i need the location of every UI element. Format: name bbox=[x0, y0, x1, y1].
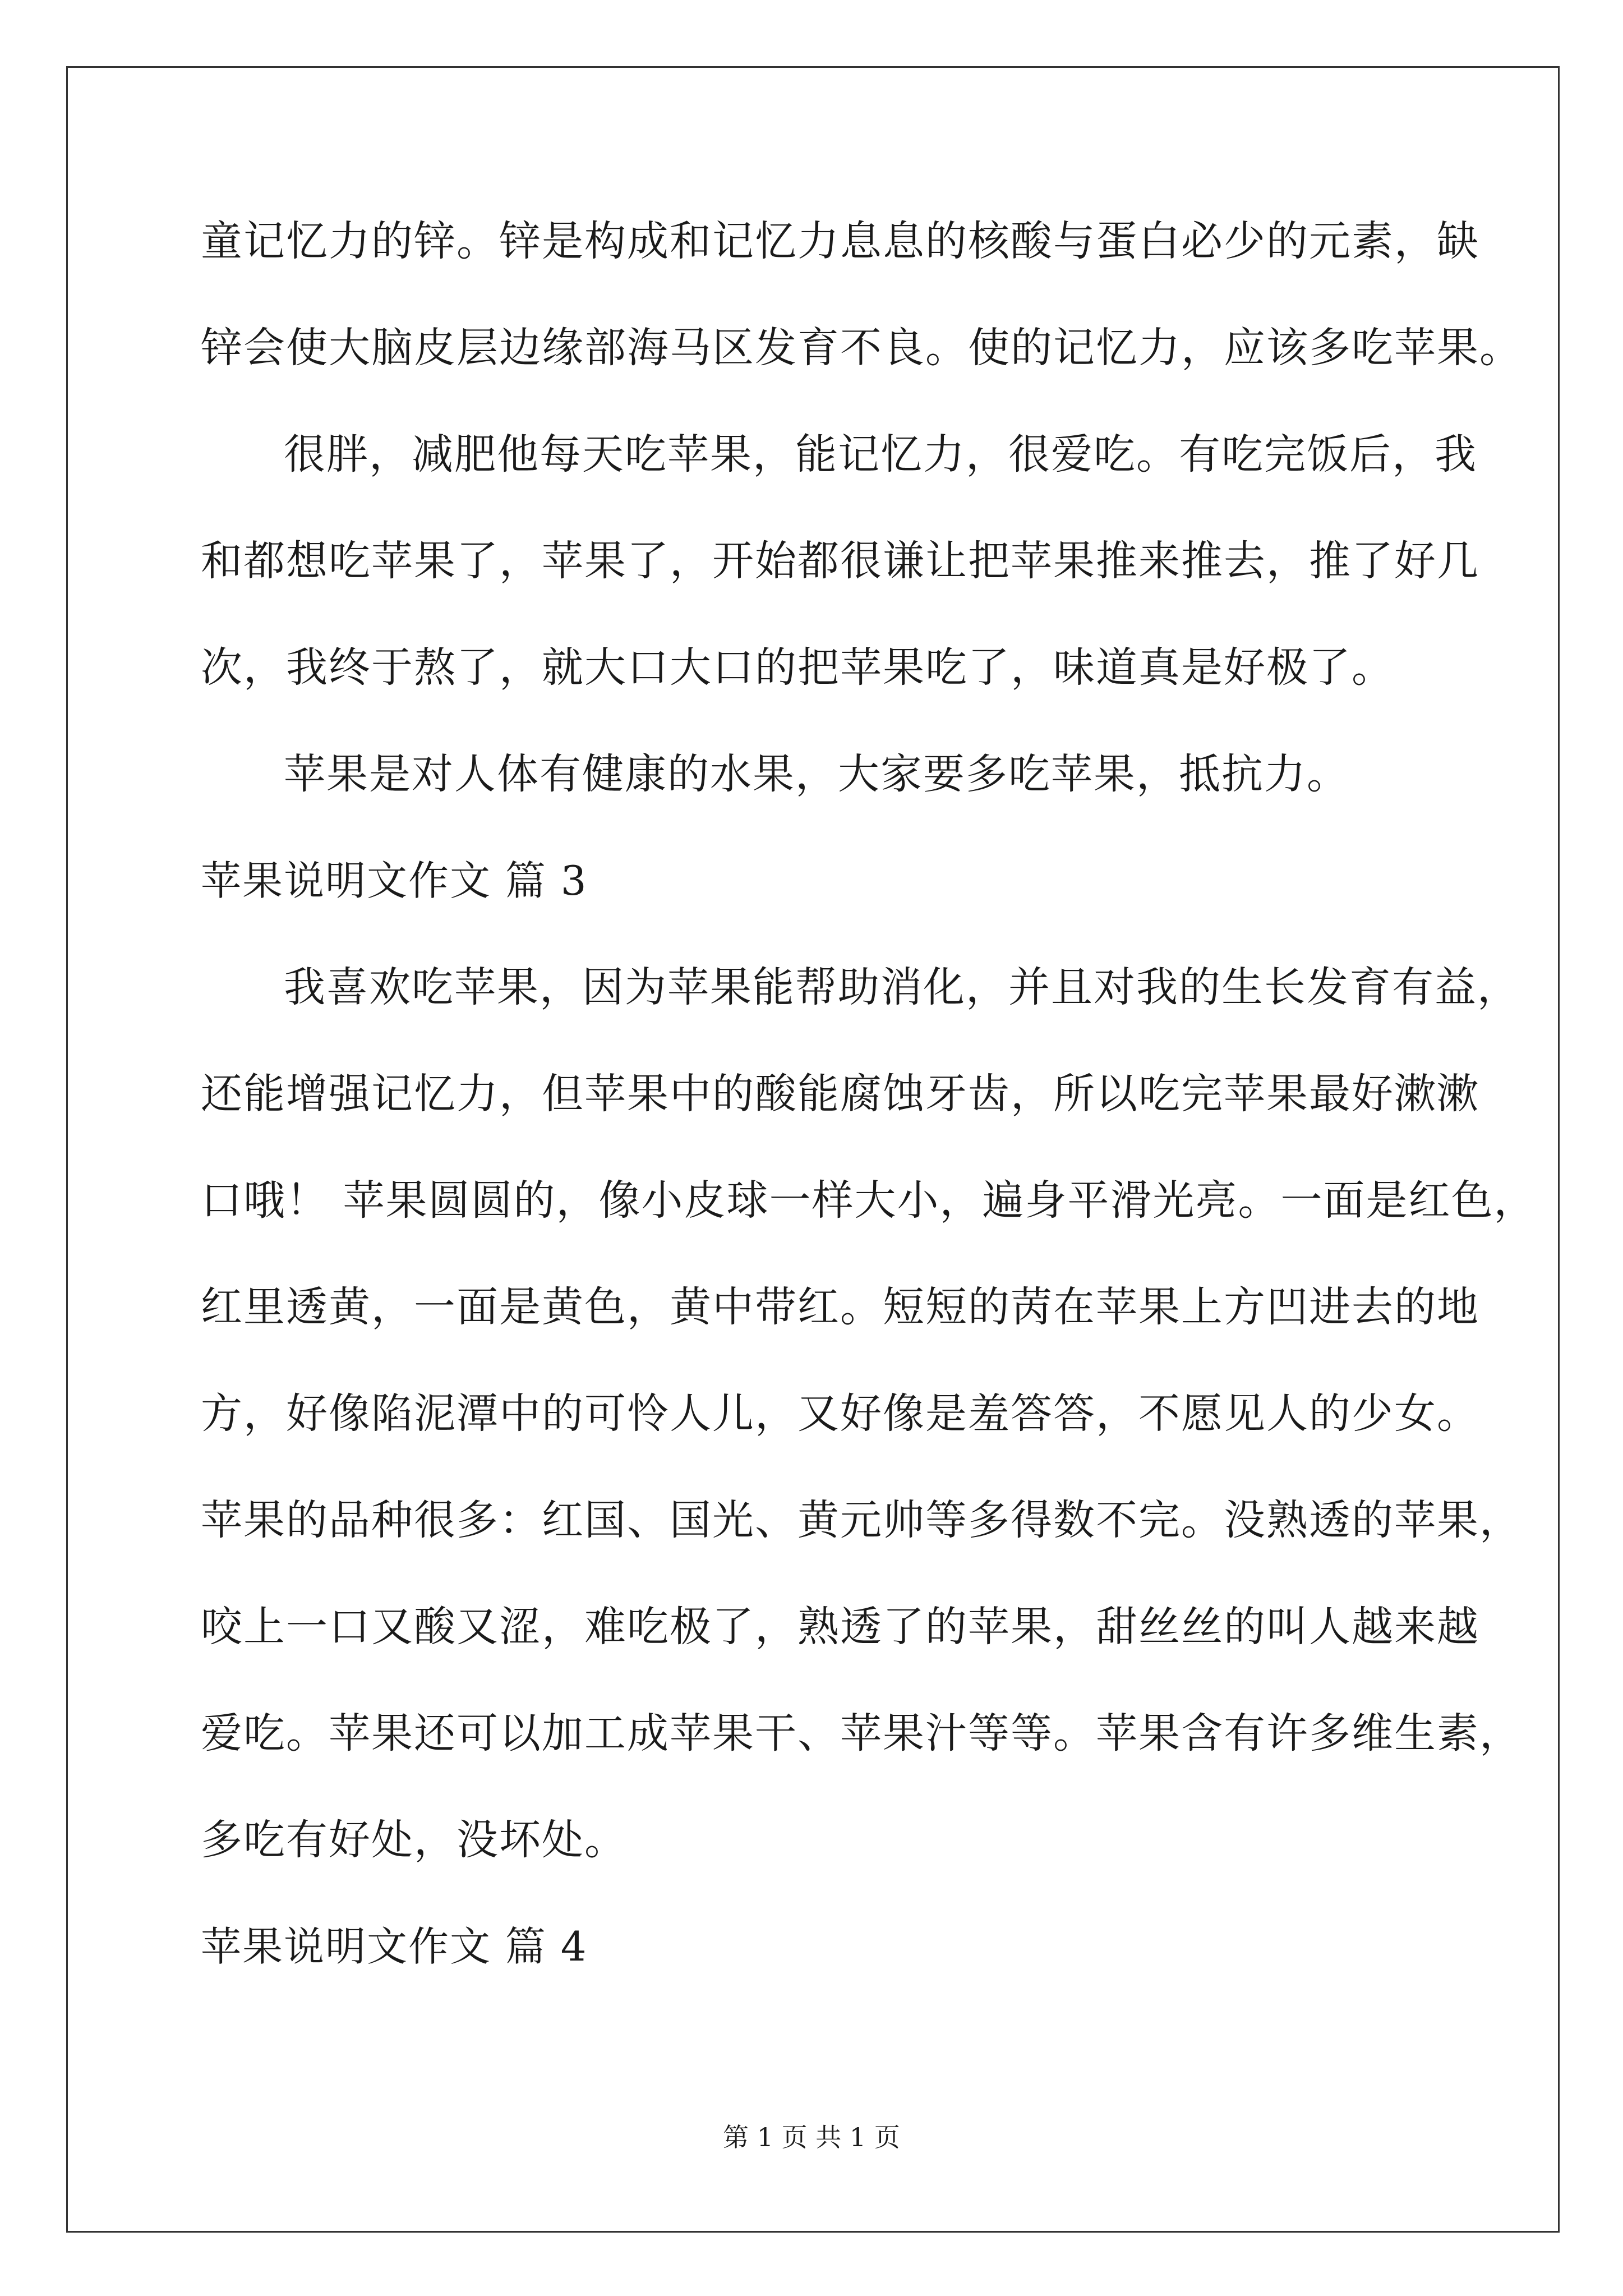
paragraph-start-line: 很胖，减肥他每天吃苹果，能记忆力，很爱吃。有吃完饭后，我 bbox=[284, 430, 1477, 478]
text-line: 锌会使大脑皮层边缘部海马区发育不良。使的记忆力，应该多吃苹果。 bbox=[201, 324, 1522, 372]
text-line: 红里透黄，一面是黄色，黄中带红。短短的苪在苹果上方凹进去的地 bbox=[201, 1283, 1479, 1331]
paragraph-start-line: 我喜欢吃苹果，因为苹果能帮助消化，并且对我的生长发育有益， bbox=[284, 963, 1520, 1011]
text-line: 童记忆力的锌。锌是构成和记忆力息息的核酸与蛋白必少的元素，缺 bbox=[201, 217, 1479, 265]
text-line: 苹果的品种很多：红国、国光、黄元帅等多得数不完。没熟透的苹果， bbox=[201, 1496, 1522, 1544]
text-line: 多吃有好处，没坏处。 bbox=[201, 1816, 627, 1864]
text-line: 口哦！ 苹果圆圆的，像小皮球一样大小，遍身平滑光亮。一面是红色， bbox=[201, 1176, 1537, 1225]
text-line: 咬上一口又酸又涩，难吃极了，熟透了的苹果，甜丝丝的叫人越来越 bbox=[201, 1603, 1479, 1651]
page-footer: 第 1 页 共 1 页 bbox=[723, 2122, 900, 2152]
text-line: 和都想吃苹果了，苹果了，开始都很谦让把苹果推来推去，推了好几 bbox=[201, 537, 1479, 585]
text-line: 还能增强记忆力，但苹果中的酸能腐蚀牙齿，所以吃完苹果最好漱漱 bbox=[201, 1070, 1479, 1118]
page-border bbox=[66, 66, 1560, 2233]
paragraph-start-line: 苹果是对人体有健康的水果，大家要多吃苹果，抵抗力。 bbox=[284, 750, 1349, 798]
section-heading: 苹果说明文作文 篇 3 bbox=[201, 857, 588, 904]
text-line: 方，好像陷泥潭中的可怜人儿，又好像是羞答答，不愿见人的少女。 bbox=[201, 1389, 1479, 1438]
section-heading: 苹果说明文作文 篇 4 bbox=[201, 1923, 588, 1970]
text-line: 爱吃。苹果还可以加工成苹果干、苹果汁等等。苹果含有许多维生素， bbox=[201, 1709, 1522, 1757]
text-line: 次，我终于熬了，就大口大口的把苹果吃了，味道真是好极了。 bbox=[201, 643, 1394, 692]
